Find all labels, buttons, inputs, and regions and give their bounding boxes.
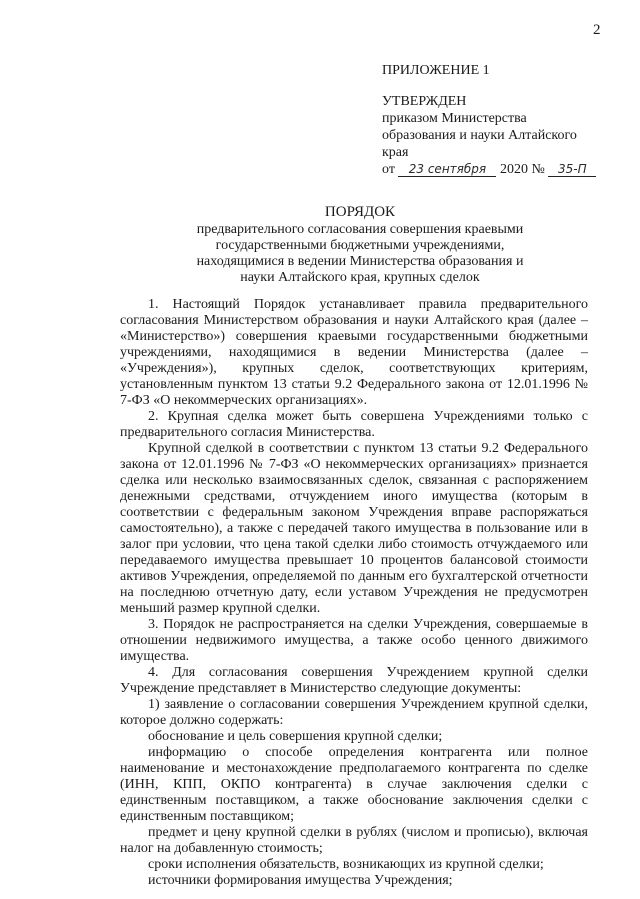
approval-line-2: образования и науки Алтайского — [382, 128, 577, 143]
paragraph: обоснование и цель совершения крупной сделки; — [148, 729, 443, 744]
paragraph: информацию о способе определения контрагента или полное наименование и местонахождение предполагаемого контрагента по сделке (ИНН, КПП, ОКПО контрагента) в случае заключения сделки с единственным поставщиком, а также обоснование заключения сделки с единственным поставщиком; — [120, 745, 588, 824]
paragraph: источники формирования имущества Учреждения; — [148, 873, 453, 888]
approval-line-1: приказом Министерства — [382, 111, 527, 126]
paragraph: Крупной сделкой в соответствии с пунктом 13 статьи 9.2 Федерального закона от 12.01.1996 № 7-ФЗ «О некоммерческих организациях» признается сделка или несколько взаимосвязанных сделок, связанная с распоряжением денежными средствами, отчуждением иного имущества (которым в соответствии с федеральным законом Учреждения вправе распоряжаться самостоятельно), а также с передачей такого имущества в пользование или в залог при условии, что цена такой сделки либо стоимость отчуждаемого или передаваемого имущества превышает 10 процентов балансовой стоимости активов Учреждения, определяемой по данным его бухгалтерской отчетности на последнюю отчетную дату, если уставом Учреждения не предусмотрен меньший размер крупной сделки. — [120, 441, 588, 616]
title-main: ПОРЯДОК — [324, 204, 396, 220]
paragraph: 1) заявление о согласовании совершения Учреждением крупной сделки, которое должно содержать: — [120, 697, 588, 728]
title-line: науки Алтайского края, крупных сделок — [240, 270, 480, 285]
handwritten-number: 35-П — [548, 162, 596, 177]
approval-block — [382, 62, 596, 178]
title-line: находящимися в ведении Министерства образования и — [196, 254, 524, 269]
paragraph: 4. Для согласования совершения Учреждением крупной сделки Учреждение представляет в Министерство следующие документы: — [120, 665, 588, 696]
year-label: 2020 № — [499, 162, 545, 177]
document-body — [120, 297, 588, 889]
approval-date-row — [382, 161, 596, 178]
title-line: предварительного согласования совершения краевыми — [196, 222, 524, 237]
handwritten-date: 23 сентября — [398, 162, 496, 177]
approval-line-3: края — [382, 145, 409, 160]
approved-label: УТВЕРЖДЕН — [382, 94, 467, 109]
paragraph: 2. Крупная сделка может быть совершена Учреждениями только с предварительного согласия Министерства. — [120, 409, 588, 440]
document-title — [0, 204, 640, 286]
paragraph: 1. Настоящий Порядок устанавливает правила предварительного согласования Министерством образования и науки Алтайского края (далее – «Министерство») совершения краевыми государственными бюджетными учреждениями, находящимися в ведении Министерства (далее – «Учреждения»), крупных сделок, соответствующих критериям, установленным пунктом 13 статьи 9.2 Федерального закона от 12.01.1996 № 7-ФЗ «О некоммерческих организациях». — [120, 297, 588, 408]
paragraph: 3. Порядок не распространяется на сделки Учреждения, совершаемые в отношении недвижимого имущества, а также особо ценного движимого имущества. — [120, 617, 588, 664]
page-number: 2 — [593, 22, 601, 38]
paragraph: предмет и цену крупной сделки в рублях (числом и прописью), включая налог на добавленную стоимость; — [120, 825, 588, 856]
title-line: государственными бюджетными учреждениями, — [215, 238, 505, 253]
appendix-label: ПРИЛОЖЕНИЕ 1 — [382, 63, 490, 78]
paragraph: сроки исполнения обязательств, возникающих из крупной сделки; — [148, 857, 544, 872]
date-prefix: от — [382, 162, 395, 177]
